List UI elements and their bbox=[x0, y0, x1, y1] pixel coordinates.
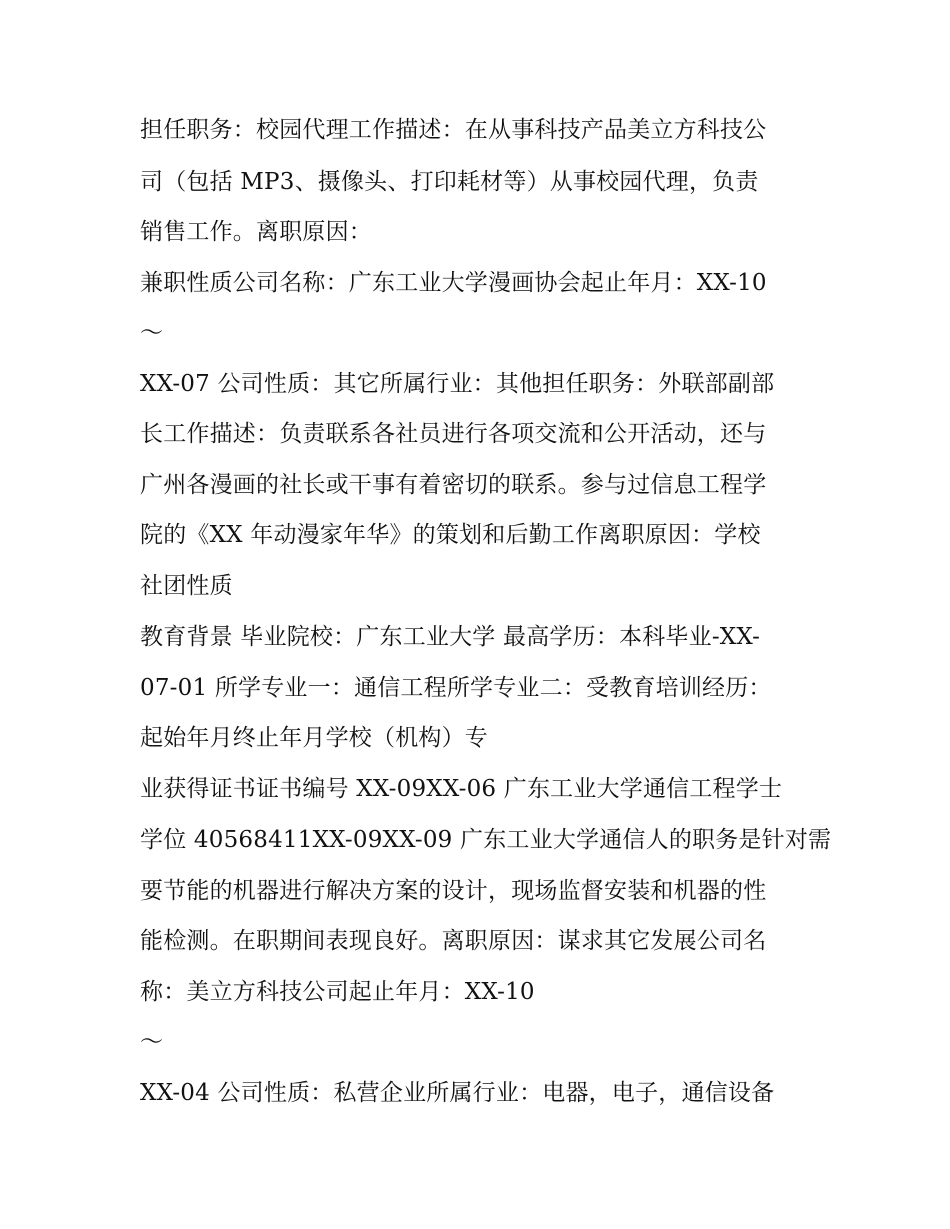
text-line: ～ bbox=[140, 320, 164, 346]
text-line: ～ bbox=[140, 1029, 164, 1055]
text-line: 要节能的机器进行解决方案的设计，现场监督安装和机器的性 bbox=[140, 878, 767, 904]
text-line: 广州各漫画的社长或干事有着密切的联系。参与过信息工程学 bbox=[140, 472, 767, 498]
text-line: 称：美立方科技公司起止年月：XX-10 bbox=[140, 979, 535, 1005]
text-line: 07-01 所学专业一：通信工程所学专业二：受教育培训经历： bbox=[140, 675, 772, 701]
text-line: XX-04 公司性质：私营企业所属行业：电器，电子，通信设备 bbox=[140, 1080, 775, 1106]
text-line: 销售工作。离职原因： bbox=[140, 219, 372, 245]
text-line: 长工作描述：负责联系各社员进行各项交流和公开活动，还与 bbox=[140, 421, 767, 447]
text-line: 起始年月终止年月学校（机构）专 bbox=[140, 725, 488, 751]
text-line: XX-07 公司性质：其它所属行业：其他担任职务：外联部副部 bbox=[140, 371, 775, 397]
text-line: 业获得证书证书编号 XX-09XX-06 广东工业大学通信工程学士 bbox=[140, 776, 783, 802]
text-line: 院的《XX 年动漫家年华》的策划和后勤工作离职原因：学校 bbox=[140, 522, 761, 548]
text-line: 学位 40568411XX-09XX-09 广东工业大学通信人的职务是针对需 bbox=[140, 827, 832, 853]
text-line: 担任职务：校园代理工作描述：在从事科技产品美立方科技公 bbox=[140, 117, 767, 143]
text-line: 能检测。在职期间表现良好。离职原因：谋求其它发展公司名 bbox=[140, 928, 767, 954]
text-line: 兼职性质公司名称：广东工业大学漫画协会起止年月：XX-10 bbox=[140, 270, 767, 296]
text-line: 教育背景 毕业院校：广东工业大学 最高学历：本科毕业-XX- bbox=[140, 624, 761, 650]
text-line: 社团性质 bbox=[140, 573, 233, 599]
text-line: 司（包括 MP3、摄像头、打印耗材等）从事校园代理，负责 bbox=[140, 169, 759, 195]
